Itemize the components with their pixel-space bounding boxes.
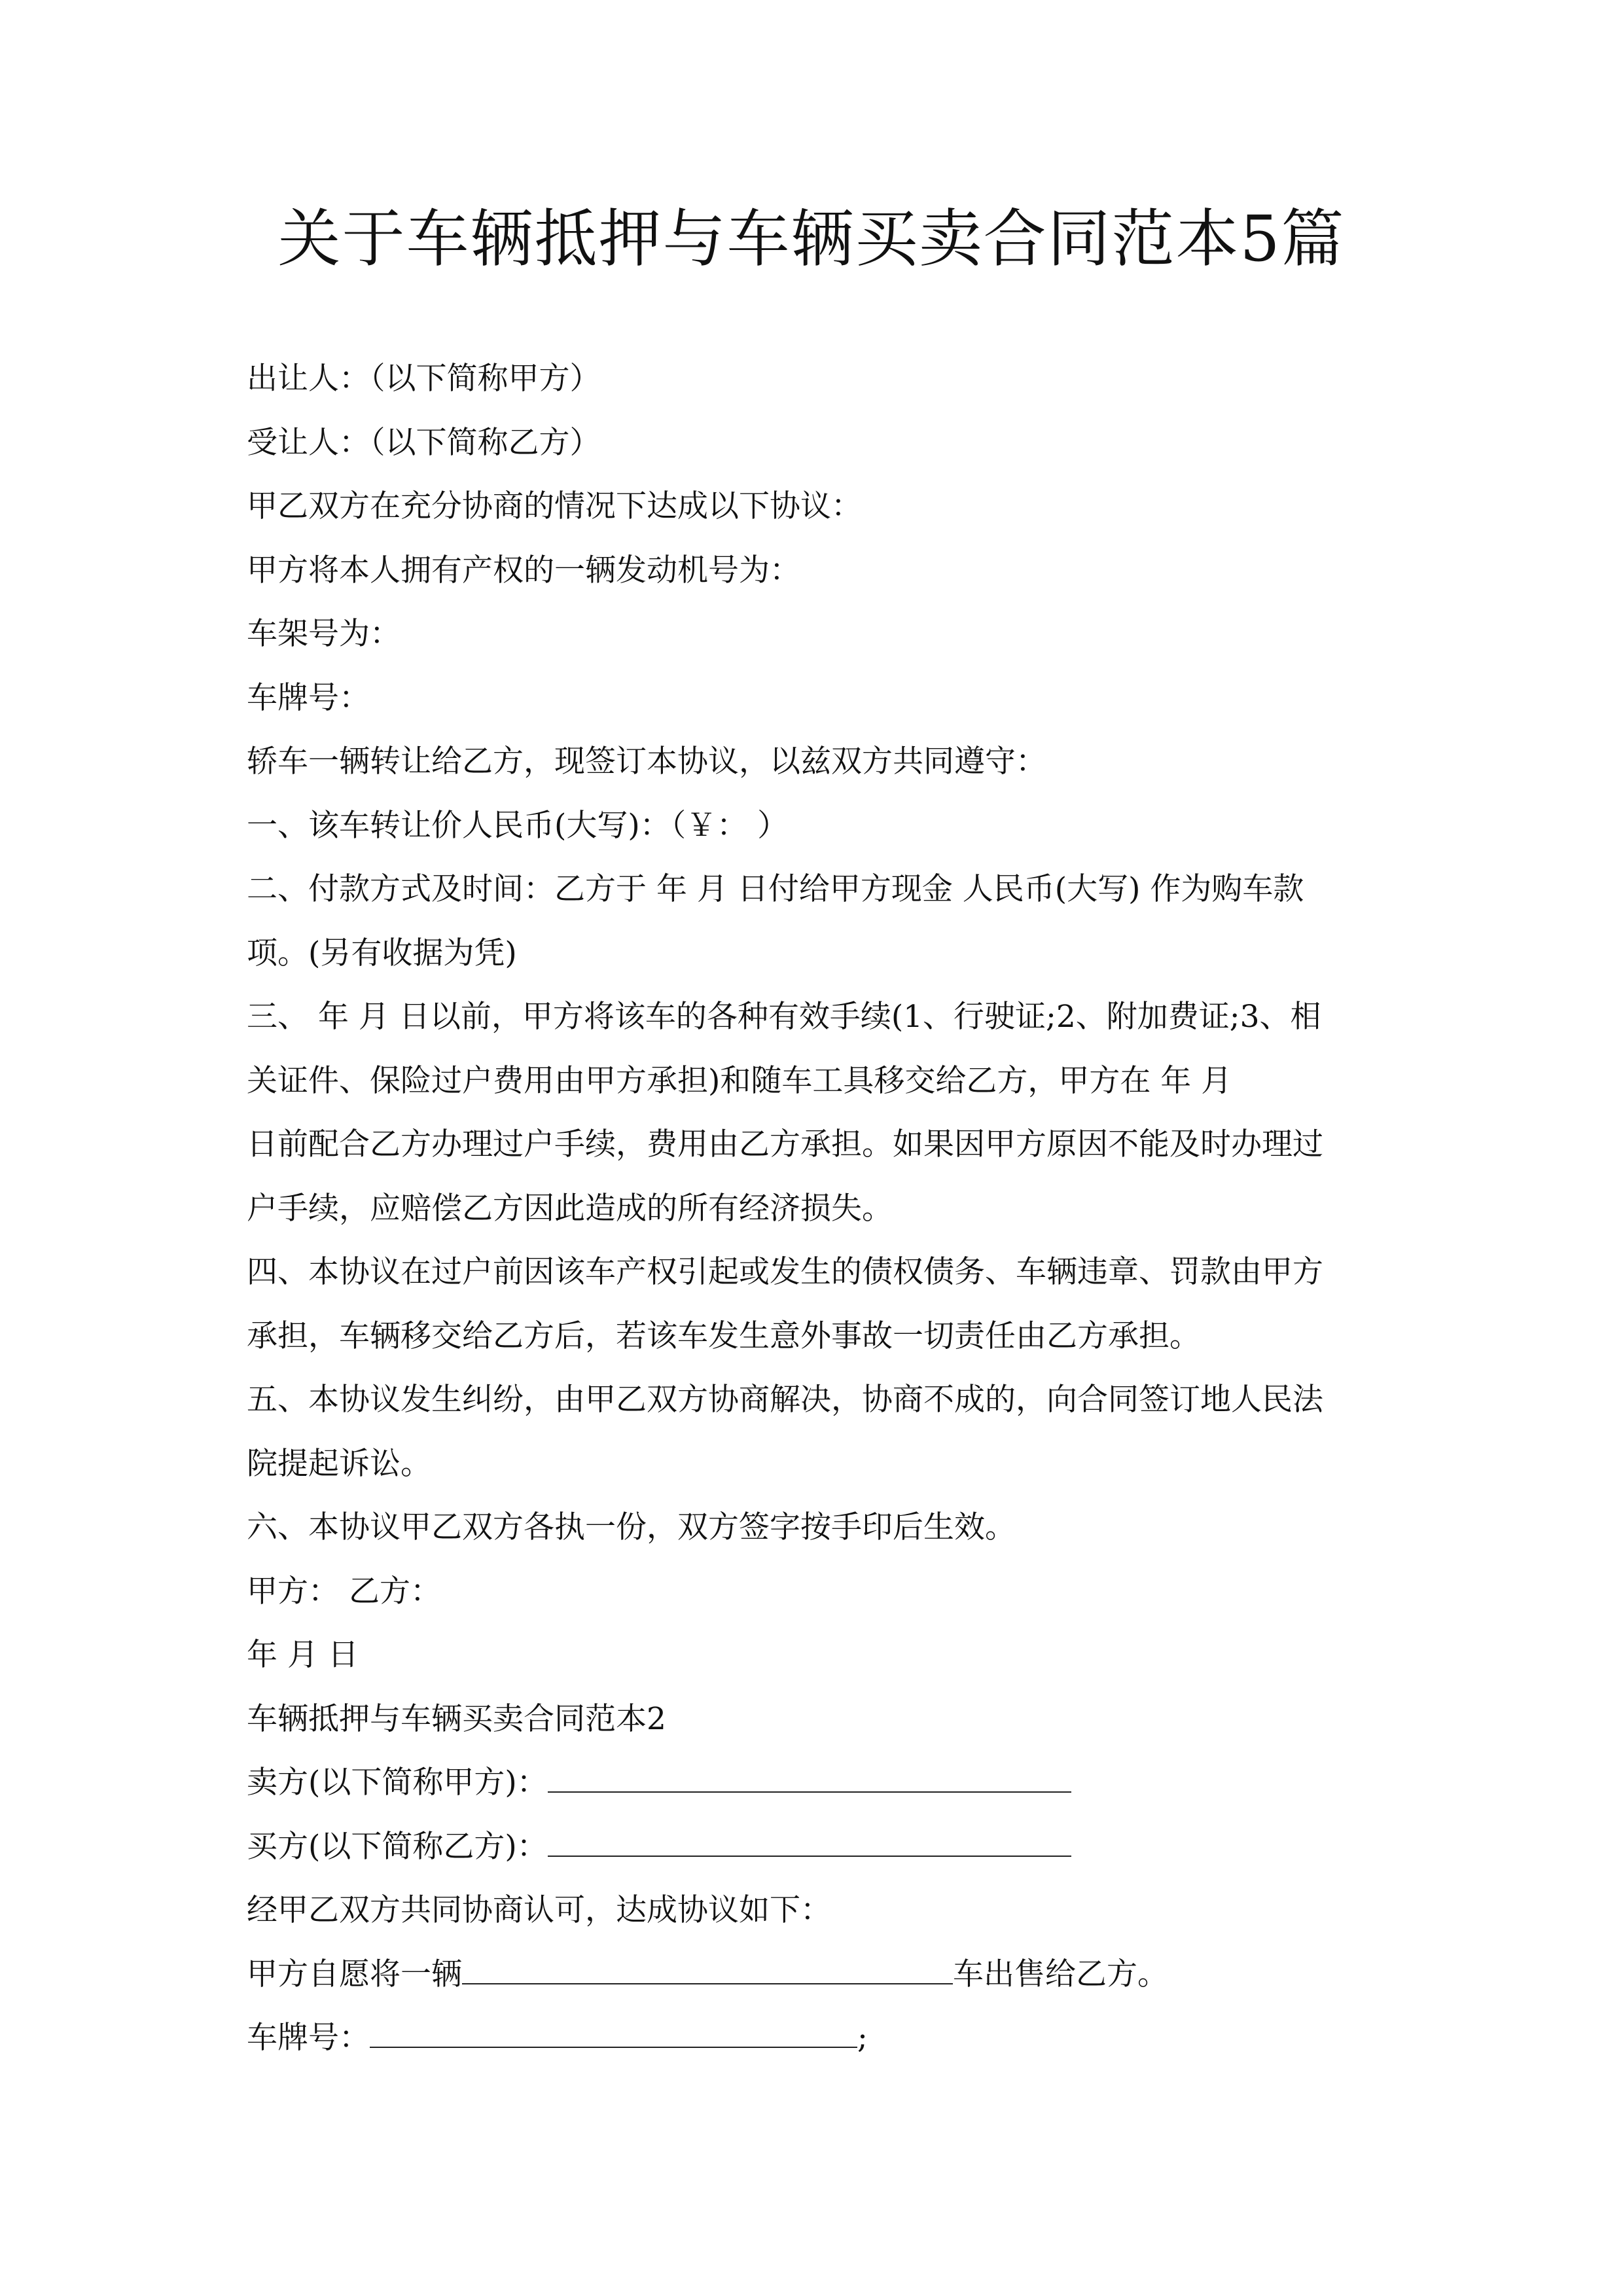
text-line: 经甲乙双方共同协商认可，达成协议如下： bbox=[247, 1892, 831, 1928]
text-line: 五、本协议发生纠纷，由甲乙双方协商解决，协商不成的，向合同签订地人民法 bbox=[247, 1382, 1323, 1418]
document-body bbox=[247, 347, 1379, 2070]
text-line: 出让人：（以下简称甲方） bbox=[247, 361, 601, 397]
section-heading: 车辆抵押与车辆买卖合同范本2 bbox=[247, 1700, 666, 1737]
text-line: 六、本协议甲乙双方各执一份，双方签字按手印后生效。 bbox=[247, 1509, 1016, 1545]
text-line: 项。(另有收据为凭) bbox=[247, 935, 517, 971]
seller-label: 卖方(以下简称甲方)： bbox=[247, 1765, 548, 1801]
text-line: 户手续，应赔偿乙方因此造成的所有经济损失。 bbox=[247, 1190, 893, 1227]
text-line: 甲乙双方在充分协商的情况下达成以下协议： bbox=[247, 488, 862, 524]
seller-blank-field[interactable] bbox=[548, 1753, 1071, 1793]
text-line: 甲方： 乙方： bbox=[247, 1573, 441, 1609]
buyer-blank-field[interactable] bbox=[548, 1818, 1071, 1857]
text-line: 院提起诉讼。 bbox=[247, 1445, 431, 1482]
text-line: 四、本协议在过户前因该车产权引起或发生的债权债务、车辆违章、罚款由甲方 bbox=[247, 1254, 1323, 1290]
sale-prefix: 甲方自愿将一辆 bbox=[247, 1956, 462, 1992]
text-line: 甲方将本人拥有产权的一辆发动机号为： bbox=[247, 552, 800, 588]
text-line: 年 月 日 bbox=[247, 1637, 359, 1673]
text-line: 承担，车辆移交给乙方后，若该车发生意外事故一切责任由乙方承担。 bbox=[247, 1318, 1200, 1354]
text-line: 日前配合乙方办理过户手续，费用由乙方承担。如果因甲方原因不能及时办理过 bbox=[247, 1126, 1323, 1162]
sale-suffix: 车出售给乙方。 bbox=[953, 1956, 1168, 1992]
text-line: 受让人：（以下简称乙方） bbox=[247, 424, 601, 461]
buyer-line bbox=[247, 1815, 1379, 1879]
text-line: 轿车一辆转让给乙方，现签订本协议，以兹双方共同遵守： bbox=[247, 744, 1046, 780]
sale-line bbox=[247, 1943, 1379, 2007]
plate-line bbox=[247, 2006, 1379, 2070]
text-line: 关证件、保险过户费用由甲方承担)和随车工具移交给乙方，甲方在 年 月 bbox=[247, 1062, 1232, 1099]
text-line: 一、该车转让价人民币(大写)：（￥： ） bbox=[247, 807, 789, 844]
buyer-label: 买方(以下简称乙方)： bbox=[247, 1828, 548, 1865]
text-line: 三、 年 月 日以前，甲方将该车的各种有效手续(1、行驶证;2、附加费证;3、相 bbox=[247, 999, 1321, 1035]
text-line: 二、付款方式及时间：乙方于 年 月 日付给甲方现金 人民币(大写) 作为购车款 bbox=[247, 871, 1304, 907]
plate-blank-field[interactable] bbox=[370, 2009, 857, 2048]
vehicle-blank-field[interactable] bbox=[462, 1945, 953, 1984]
document-title: 关于车辆抵押与车辆买卖合同范本5篇 bbox=[277, 202, 1346, 276]
text-line: 车牌号： bbox=[247, 679, 370, 716]
text-line: 车架号为： bbox=[247, 616, 401, 652]
seller-line bbox=[247, 1751, 1379, 1815]
plate-label: 车牌号： bbox=[247, 2020, 370, 2056]
plate-suffix: ; bbox=[857, 2020, 868, 2056]
